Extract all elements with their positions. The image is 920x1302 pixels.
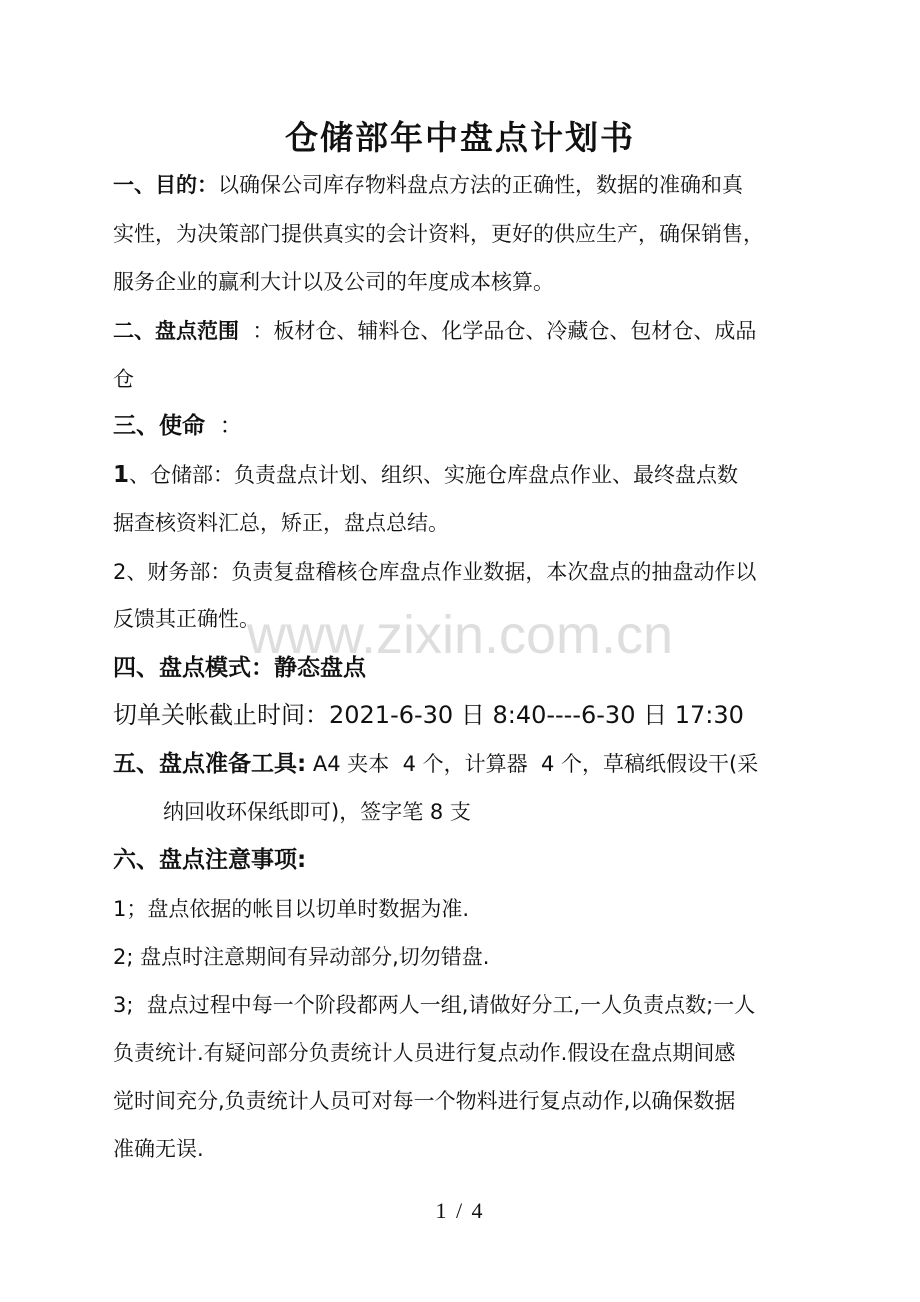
mission-line (113, 411, 243, 441)
mission-2-line-2: 反馈其正确性。 (113, 607, 260, 631)
purpose-heading: 一、目的： (113, 173, 218, 197)
note-3-line-2: 负责统计.有疑问部分负责统计人员进行复点动作.假设在盘点期间感 (113, 1041, 736, 1065)
note-2: 2; 盘点时注意期间有异动部分,切勿错盘. (113, 945, 490, 969)
purpose-line-2: 实性，为决策部门提供真实的会计资料，更好的供应生产，确保销售， (113, 222, 764, 246)
tools-line-1 (113, 749, 758, 779)
note-3-line-1: 3; 盘点过程中每一个阶段都两人一组,请做好分工,一人负责点数;一人 (113, 993, 756, 1017)
document-title: 仓储部年中盘点计划书 (285, 118, 635, 157)
scope-heading: 二、盘点范围 (113, 319, 239, 343)
watermark: www.zixin.com.cn (246, 605, 674, 665)
mission-colon: ： (205, 413, 243, 439)
mission-heading: 三、使命 (113, 413, 205, 439)
mode-heading: 四、盘点模式：静态盘点 (113, 655, 366, 681)
page-number: 1 / 4 (435, 1198, 485, 1223)
cutoff-time: 切单关帐截止时间：2021-6-30 日 8:40----6-30 日 17:30 (113, 701, 744, 729)
note-3-line-4: 准确无误. (113, 1137, 204, 1161)
scope-line-2: 仓 (113, 367, 134, 391)
notes-heading: 六、盘点注意事项: (113, 847, 307, 873)
tools-text-1: A4 夹本 4 个，计算器 4 个，草稿纸假设干(采 (306, 752, 759, 776)
note-3-line-3: 觉时间充分,负责统计人员可对每一个物料进行复点动作,以确保数据 (113, 1089, 736, 1113)
mission-1-line-2: 据查核资料汇总，矫正，盘点总结。 (113, 511, 449, 535)
scope-text-1: ：板材仓、辅料仓、化学品仓、冷藏仓、包材仓、成品 (239, 319, 757, 343)
tools-heading: 五、盘点准备工具: (113, 751, 307, 777)
mission-2-line-1: 2、财务部：负责复盘稽核仓库盘点作业数据，本次盘点的抽盘动作以 (113, 560, 757, 584)
purpose-line-1 (113, 170, 743, 200)
mission-1-text-1: 、仓储部：负责盘点计划、组织、实施仓库盘点作业、最终盘点数 (129, 463, 739, 487)
purpose-text-1: 以确保公司库存物料盘点方法的正确性，数据的准确和真 (218, 173, 743, 197)
mission-1-number: 1 (113, 462, 130, 488)
purpose-line-3: 服务企业的赢利大计以及公司的年度成本核算。 (113, 270, 554, 294)
mission-1-line-1 (113, 460, 738, 490)
scope-line-1 (113, 316, 756, 346)
tools-line-2: 纳回收环保纸即可)，签字笔 8 支 (163, 800, 471, 824)
note-1: 1；盘点依据的帐目以切单时数据为准. (113, 897, 470, 921)
